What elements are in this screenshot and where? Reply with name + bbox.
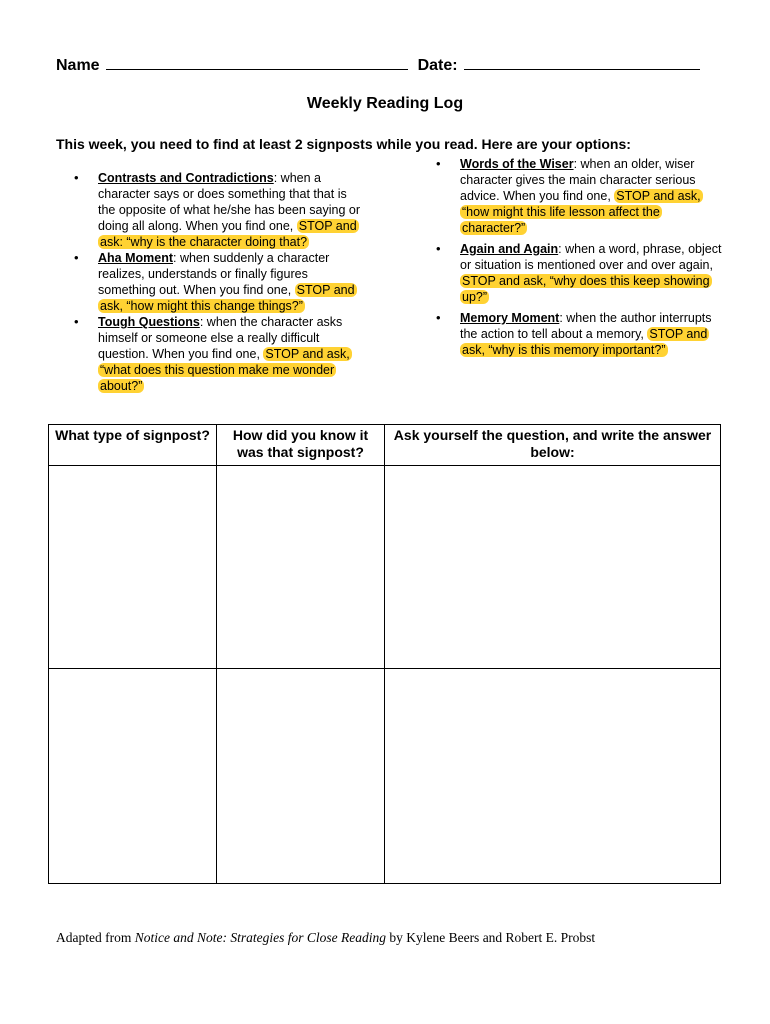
table-header-row	[49, 425, 721, 466]
how-known-cell[interactable]	[217, 466, 385, 669]
signpost-term: Memory Moment	[460, 311, 560, 325]
date-label: Date:	[417, 57, 458, 74]
footer-book-title: Notice and Note: Strategies for Close Reading	[134, 930, 386, 945]
reading-log-table	[48, 424, 721, 884]
column-header-signpost-type: What type of signpost?	[49, 425, 217, 466]
signpost-item-aha-moment	[62, 250, 362, 314]
signpost-description: : when the author interrupts the action to tell about a memory,	[460, 311, 712, 341]
instructions-text: This week, you need to find at least 2 signposts while you read. Here are your options:	[56, 136, 631, 152]
signpost-question-highlight: STOP and ask, “why does this keep showing up?”	[462, 274, 710, 304]
signpost-term: Again and Again	[460, 242, 559, 256]
signposts-left-column	[62, 170, 362, 394]
signpost-type-cell[interactable]	[49, 466, 217, 669]
signpost-question-highlight: STOP and ask, “how might this life lesson affect the character?”	[462, 189, 701, 235]
how-known-cell[interactable]	[217, 669, 385, 884]
answer-cell[interactable]	[385, 466, 721, 669]
signpost-item-tough-questions	[62, 314, 362, 394]
bullet-icon: •	[74, 170, 79, 185]
attribution-footer	[56, 930, 595, 946]
signpost-type-cell[interactable]	[49, 669, 217, 884]
footer-prefix: Adapted from	[56, 930, 135, 945]
answer-cell[interactable]	[385, 669, 721, 884]
column-header-question-answer: Ask yourself the question, and write the answer below:	[385, 425, 721, 466]
footer-suffix: by Kylene Beers and Robert E. Probst	[385, 930, 596, 945]
signpost-item-contrasts	[62, 170, 362, 250]
name-field-line[interactable]	[106, 55, 408, 70]
signpost-term: Words of the Wiser	[460, 157, 574, 171]
signpost-term: Tough Questions	[98, 315, 200, 329]
signpost-description: : when a word, phrase, object or situation is mentioned over and over again,	[460, 242, 722, 272]
signpost-question-highlight: STOP and ask: “why is the character doing that?	[100, 219, 357, 249]
signpost-term: Contrasts and Contradictions	[98, 171, 274, 185]
page-title: Weekly Reading Log	[306, 95, 464, 112]
signpost-description: : when the character asks himself or someone else a really difficult question. When you find one,	[98, 315, 343, 361]
signpost-item-again-and-again	[424, 241, 724, 305]
bullet-icon: •	[74, 250, 79, 265]
signpost-description: : when a character says or does something that that is the opposite of what he/she has been saying or doing all along. When you find one,	[98, 171, 360, 233]
signposts-right-column	[424, 156, 724, 358]
column-header-how-known: How did you know it was that signpost?	[217, 425, 385, 466]
signpost-item-words-of-the-wiser	[424, 156, 724, 236]
signpost-description: : when an older, wiser character gives the main character serious advice. When you find one,	[460, 157, 696, 203]
signpost-item-memory-moment	[424, 310, 724, 358]
signpost-term: Aha Moment	[98, 251, 173, 265]
signpost-question-highlight: STOP and ask, “why is this memory important?”	[462, 327, 708, 357]
bullet-icon: •	[74, 314, 79, 329]
bullet-icon: •	[436, 310, 441, 325]
bullet-icon: •	[436, 241, 441, 256]
name-label: Name	[56, 57, 100, 74]
signpost-question-highlight: STOP and ask, “what does this question make me wonder about?”	[100, 347, 350, 393]
date-field-line[interactable]	[464, 55, 700, 70]
name-date-header	[56, 55, 700, 75]
table-row	[49, 669, 721, 884]
signpost-question-highlight: STOP and ask, “how might this change things?”	[100, 283, 355, 313]
table-row	[49, 466, 721, 669]
bullet-icon: •	[436, 156, 441, 171]
signpost-description: : when suddenly a character realizes, understands or finally figures something out. When you find one,	[98, 251, 330, 297]
